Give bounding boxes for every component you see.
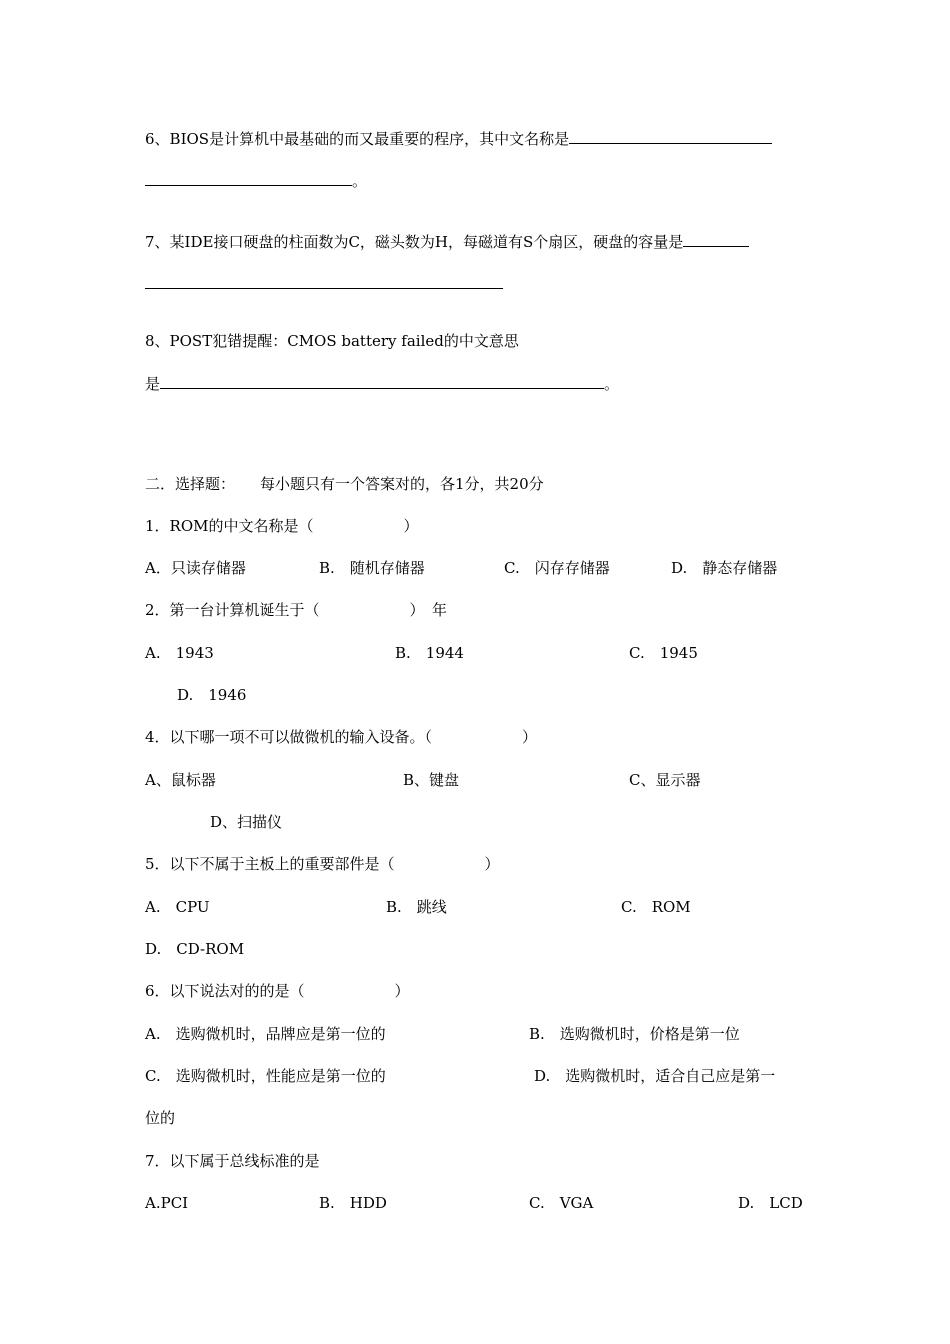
fill-question-8-cont xyxy=(145,373,619,394)
option-c[interactable]: C. 选购微机时，性能应是第一位的 xyxy=(145,1067,386,1085)
option-d[interactable]: D. 选购微机时，适合自己应是第一 xyxy=(534,1067,776,1085)
option-c[interactable]: C. VGA xyxy=(529,1194,594,1212)
option-b[interactable]: B. HDD xyxy=(319,1194,387,1212)
option-d[interactable]: D. 1946 xyxy=(177,686,247,704)
question-stem: 1．ROM的中文名称是（ ） xyxy=(145,517,419,535)
question-text: 8、POST犯错提醒：CMOS battery failed的中文意思 xyxy=(145,332,519,350)
section-note: 每小题只有一个答案对的，各1分，共20分 xyxy=(260,475,544,493)
option-b[interactable]: B. 随机存储器 xyxy=(319,559,425,577)
fill-question-7-cont xyxy=(145,273,503,294)
option-b[interactable]: B. 跳线 xyxy=(386,898,447,916)
question-stem: 2．第一台计算机诞生于（ ） 年 xyxy=(145,601,448,619)
question-text: 7、某IDE接口硬盘的柱面数为C，磁头数为H，每磁道有S个扇区，硬盘的容量是 xyxy=(145,233,684,251)
option-a[interactable]: A.PCI xyxy=(145,1194,189,1212)
option-c[interactable]: C. 1945 xyxy=(629,644,698,662)
answer-blank[interactable] xyxy=(160,373,604,389)
fill-question-8 xyxy=(145,331,519,351)
option-a[interactable]: A．只读存储器 xyxy=(145,559,246,577)
option-d[interactable]: D. CD-ROM xyxy=(145,940,245,958)
prefix-text: 是 xyxy=(145,375,161,393)
fill-question-6 xyxy=(145,128,772,149)
sentence-end: 。 xyxy=(352,172,368,190)
fill-question-7 xyxy=(145,231,749,252)
option-c[interactable]: C. 闪存存储器 xyxy=(504,559,610,577)
option-b[interactable]: B. 选购微机时，价格是第一位 xyxy=(529,1025,740,1043)
answer-blank[interactable] xyxy=(683,231,749,247)
option-a[interactable]: A、鼠标器 xyxy=(145,771,216,789)
section-title: 二．选择题： xyxy=(145,475,236,493)
question-stem: 4．以下哪一项不可以做微机的输入设备。（ ） xyxy=(145,728,538,746)
option-d[interactable]: D. LCD xyxy=(738,1194,803,1212)
option-a[interactable]: A. CPU xyxy=(145,898,210,916)
answer-blank[interactable] xyxy=(145,273,503,289)
section-heading xyxy=(145,474,544,494)
option-d[interactable]: D、扫描仪 xyxy=(210,813,283,831)
fill-question-6-cont xyxy=(145,170,367,191)
question-stem: 7．以下属于总线标准的是 xyxy=(145,1152,320,1170)
option-b[interactable]: B. 1944 xyxy=(395,644,464,662)
option-d[interactable]: D. 静态存储器 xyxy=(671,559,778,577)
option-a[interactable]: A. 1943 xyxy=(145,644,214,662)
sentence-end: 。 xyxy=(604,375,620,393)
answer-blank[interactable] xyxy=(145,170,352,186)
option-b[interactable]: B、键盘 xyxy=(403,771,460,789)
option-c[interactable]: C、显示器 xyxy=(629,771,701,789)
question-stem: 5．以下不属于主板上的重要部件是（ ） xyxy=(145,855,500,873)
option-a[interactable]: A. 选购微机时，品牌应是第一位的 xyxy=(145,1025,386,1043)
option-c[interactable]: C. ROM xyxy=(621,898,691,916)
question-text: 6、BIOS是计算机中最基础的而又最重要的程序，其中文名称是 xyxy=(145,130,570,148)
answer-blank[interactable] xyxy=(569,128,772,144)
option-d-cont: 位的 xyxy=(145,1109,176,1127)
question-stem: 6．以下说法对的的是（ ） xyxy=(145,982,410,1000)
